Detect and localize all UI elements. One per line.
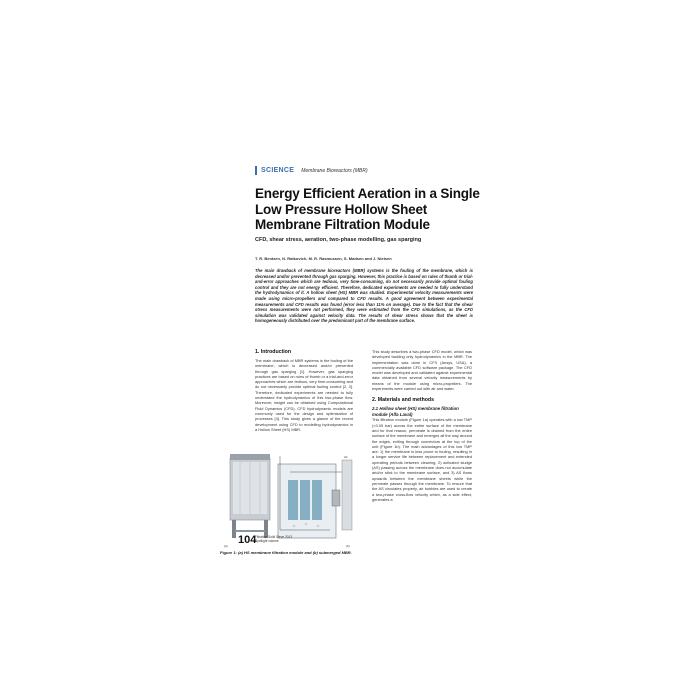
section-label: SCIENCE	[261, 167, 295, 174]
intro-heading: 1. Introduction	[255, 349, 292, 355]
figure-label-a: (a)	[224, 544, 228, 548]
article-title: Energy Efficient Aeration in a Single Low Pressure Hollow Sheet Membrane Filtration Module	[255, 186, 480, 232]
module-photo	[230, 454, 270, 538]
section-topic: Membrane Bioreactors (MBR)	[301, 167, 368, 174]
journal-line-2: Spotlight volume	[255, 539, 279, 543]
caption-text: (a) HS membrane filtration module and (b) submerged MBR.	[238, 550, 352, 555]
figure-caption	[220, 550, 360, 555]
intro-text: The main drawback of MBR systems is the fouling of the membrane, which is decreased and/or prevented through gas sparging [1]. However, gas sparging practices are based on rules of thumb or a trial-and-error approaches which are tedious, very time-consuming and do not necessarily provide optimal fouling control [2, 3]. Therefore, dedicated experiments are needed to fully understand the hydrodynamics of this two-phase flow. Moreover, insight can be obtained using Computational Fluid Dynamics (CFD). CFD hydrodynamic models are commonly used for the design and optimisation of processes [4]. This study gives a glance of the recent development using CFD to modelling hydrodynamics in a Hollow Sheet (HS) MBR.	[255, 358, 353, 432]
figure-label-b: (b)	[346, 544, 350, 548]
journal-info	[255, 535, 292, 543]
abstract: The main drawback of membrane bioreactors (MBR) systems is the fouling of the membrane, which is decreased and/or prevented through gas sparging. However, this practice is based on rules of thumb or trial-and-error approaches which are tedious, very time-consuming, do not necessarily provide optimal fouling control and they are not energy efficient. Therefore, dedicated experiments are needed to fully understand the hydrodynamics of it. A hollow sheet (HS) MBR was studied. Experimental velocity measurements were made using micro-propellers and compared to CFD results. A good agreement between experimental measurements and CFD results was found (error less than 11% on average). Due to the fact that the shear stress measurements were not performed, they were estimated from the CFD simulations, as the CFD simulation was validated against velocity data. The results of shear stress shows that the sheet is homogeneously distributed over the predominant part of the membrane surface.	[255, 268, 473, 324]
col2-paragraph-2: This filtration module (Figure 1a) operates with a low TMP (<0.05 bar) across the entire surface of the membrane and for that reason, permeate is drained from the entire surface of the membrane and emerges all the way around the edges, exiting through connectors at the top of the unit (Figure 1b). The main advantages of this low TMP are: 1) the membrane is less prone to fouling, resulting in a longer service life between replacement and extended operating periods between cleaning, 2) activated sludge (AS) passing across the membrane does not accumulate and/or stick to the membrane surface, and 3) AS flows upwards between the membrane sheets while the permeate passes through the membrane. To ensure that the AS circulates properly, air bubbles are used to create a two-phase cross-flow velocity which, as a side effect, generates a	[372, 417, 472, 502]
caption-label: Figure 1:	[220, 550, 237, 555]
keywords: CFD, shear stress, aeration, two-phase modelling, gas sparging	[255, 237, 422, 243]
column-left	[255, 349, 353, 432]
methods-heading: 2. Materials and methods	[372, 397, 434, 404]
journal-line-1: Filtration Solid Sieve 2013	[255, 535, 293, 539]
column-right	[372, 349, 472, 502]
authors: T. R. Bentzen, N. Ratkovich, M. R. Rasmussen, S. Madsen and J. Nielsen	[255, 256, 392, 261]
mbr-schematic	[278, 456, 352, 538]
col2-paragraph-1: This study describes a two-phase CFD model, which was developed tackling only hydrodynamics in the MBR. The implementation was done in CFX (Ansys, USA), a commercially available CFD software package. The CFD model was developed and validated against experimental data obtained from several velocity measurements by means of the module using micro-propellers. The experiments were carried out with air and water.	[372, 349, 472, 392]
section-marker	[255, 166, 257, 175]
section-header	[255, 166, 368, 175]
methods-subheading: 2.1 Hollow sheet (HS) membrane filtration module (Alfa Laval)	[372, 406, 459, 417]
page-number: 104	[238, 534, 257, 546]
air-label: Air	[344, 455, 348, 459]
